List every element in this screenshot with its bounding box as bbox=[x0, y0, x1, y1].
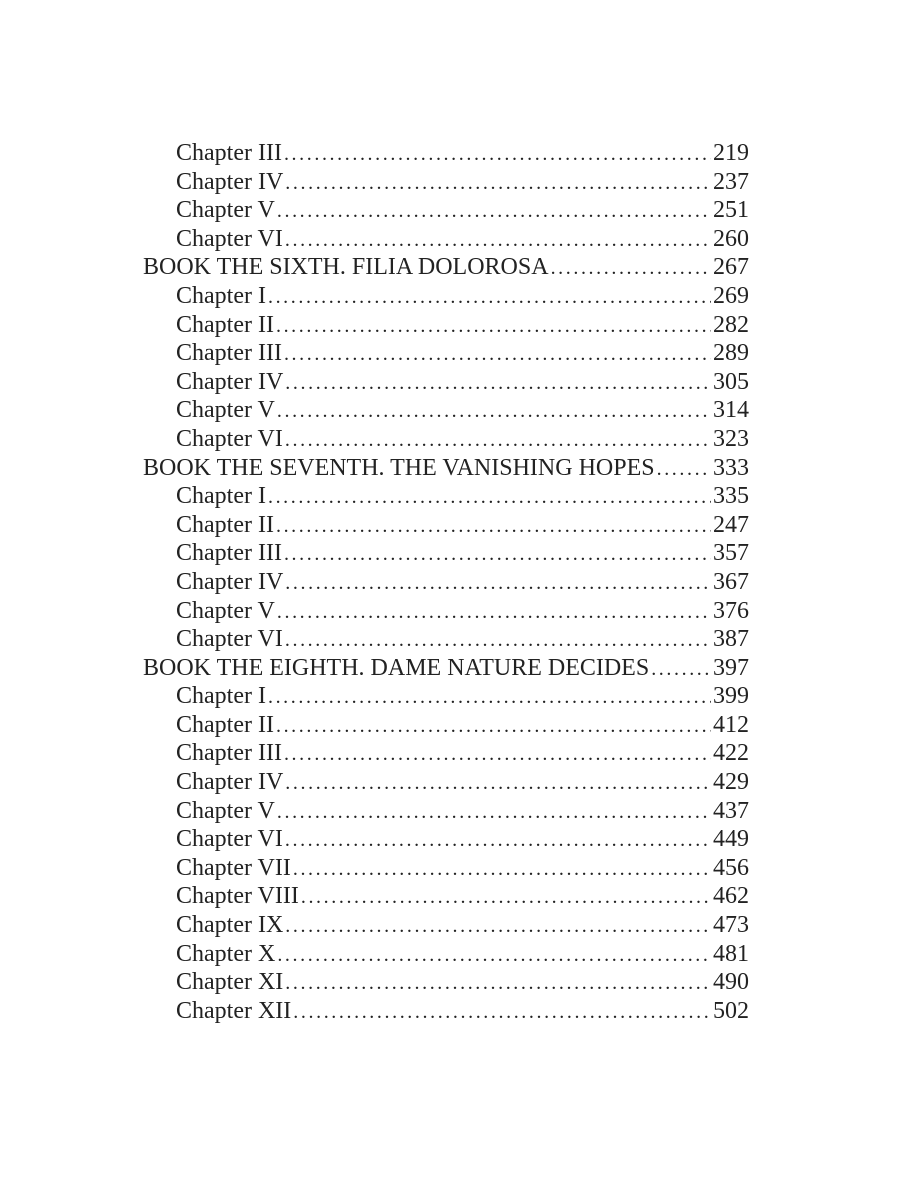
toc-dot-leader bbox=[285, 369, 711, 397]
toc-dot-leader bbox=[277, 941, 711, 969]
toc-dot-leader bbox=[285, 426, 711, 454]
toc-chapter-entry bbox=[143, 168, 749, 197]
toc-chapter-entry bbox=[143, 968, 749, 997]
toc-dot-leader bbox=[284, 540, 711, 568]
toc-chapter-entry bbox=[143, 425, 749, 454]
toc-entry-title: Chapter IX bbox=[176, 912, 284, 939]
toc-entry-title: Chapter VI bbox=[176, 626, 283, 653]
toc-entry-title: Chapter IV bbox=[176, 769, 284, 796]
toc-chapter-entry bbox=[143, 311, 749, 340]
toc-chapter-entry bbox=[143, 711, 749, 740]
toc-dot-leader bbox=[285, 769, 711, 797]
toc-entry-title: Chapter I bbox=[176, 483, 266, 510]
toc-dot-leader bbox=[285, 826, 711, 854]
toc-chapter-entry bbox=[143, 768, 749, 797]
toc-dot-leader bbox=[293, 855, 711, 883]
toc-entry-title: BOOK THE SEVENTH. THE VANISHING HOPES bbox=[143, 454, 655, 481]
toc-page-number: 473 bbox=[713, 912, 749, 939]
toc-dot-leader bbox=[285, 912, 711, 940]
toc-page-number: 251 bbox=[713, 197, 749, 224]
toc-entry-title: Chapter I bbox=[176, 282, 266, 309]
toc-dot-leader bbox=[268, 483, 711, 511]
toc-chapter-entry bbox=[143, 282, 749, 311]
toc-entry-title: Chapter VI bbox=[176, 826, 283, 853]
toc-chapter-entry bbox=[143, 225, 749, 254]
toc-page-number: 422 bbox=[713, 740, 749, 767]
toc-dot-leader bbox=[301, 883, 711, 911]
toc-entry-title: Chapter IV bbox=[176, 368, 284, 395]
toc-chapter-entry bbox=[143, 368, 749, 397]
toc-dot-leader bbox=[276, 312, 711, 340]
toc-dot-leader bbox=[285, 626, 711, 654]
toc-chapter-entry bbox=[143, 797, 749, 826]
toc-entry-title: Chapter III bbox=[176, 540, 282, 567]
toc-chapter-entry bbox=[143, 882, 749, 911]
toc-chapter-entry bbox=[143, 539, 749, 568]
toc-page-number: 267 bbox=[713, 254, 749, 281]
toc-dot-leader bbox=[284, 140, 711, 168]
toc-page-number: 412 bbox=[713, 711, 749, 738]
toc-dot-leader bbox=[276, 512, 711, 540]
toc-page-number: 333 bbox=[713, 454, 749, 481]
toc-chapter-entry bbox=[143, 597, 749, 626]
toc-page-number: 376 bbox=[713, 597, 749, 624]
toc-dot-leader bbox=[551, 254, 711, 282]
toc-dot-leader bbox=[293, 998, 711, 1026]
toc-entry-title: Chapter V bbox=[176, 797, 275, 824]
toc-entry-title: Chapter VI bbox=[176, 425, 283, 452]
toc-page-number: 462 bbox=[713, 883, 749, 910]
toc-dot-leader bbox=[285, 969, 711, 997]
toc-chapter-entry bbox=[143, 682, 749, 711]
toc-chapter-entry bbox=[143, 854, 749, 883]
toc-chapter-entry bbox=[143, 911, 749, 940]
toc-page-number: 429 bbox=[713, 769, 749, 796]
toc-chapter-entry bbox=[143, 739, 749, 768]
toc-chapter-entry bbox=[143, 625, 749, 654]
toc-entry-title: Chapter XI bbox=[176, 969, 284, 996]
toc-chapter-entry bbox=[143, 339, 749, 368]
toc-entry-title: BOOK THE SIXTH. FILIA DOLOROSA bbox=[143, 254, 549, 281]
toc-page-number: 219 bbox=[713, 140, 749, 166]
toc-page-number: 367 bbox=[713, 568, 749, 595]
toc-page-number: 456 bbox=[713, 854, 749, 881]
toc-page-number: 397 bbox=[713, 654, 749, 681]
toc-chapter-entry bbox=[143, 997, 749, 1026]
toc-page-number: 387 bbox=[713, 626, 749, 653]
toc-page-number: 289 bbox=[713, 340, 749, 367]
toc-page-number: 502 bbox=[713, 997, 749, 1024]
toc-dot-leader bbox=[277, 397, 711, 425]
toc-dot-leader bbox=[657, 455, 711, 483]
toc-chapter-entry bbox=[143, 568, 749, 597]
toc-entry-title: Chapter II bbox=[176, 311, 274, 338]
toc-chapter-entry bbox=[143, 396, 749, 425]
toc-page-number: 305 bbox=[713, 368, 749, 395]
toc-page-number: 449 bbox=[713, 826, 749, 853]
toc-book-entry bbox=[143, 454, 749, 483]
toc-entry-title: Chapter IV bbox=[176, 568, 284, 595]
toc-entry-title: Chapter VI bbox=[176, 225, 283, 252]
toc-page-number: 357 bbox=[713, 540, 749, 567]
toc-dot-leader bbox=[285, 169, 711, 197]
toc-page-number: 247 bbox=[713, 511, 749, 538]
toc-page-number: 335 bbox=[713, 483, 749, 510]
toc-dot-leader bbox=[268, 283, 711, 311]
toc-entry-title: Chapter III bbox=[176, 140, 282, 166]
toc-entry-title: Chapter III bbox=[176, 740, 282, 767]
toc-entry-title: Chapter IV bbox=[176, 168, 284, 195]
toc-page-number: 282 bbox=[713, 311, 749, 338]
toc-entry-title: Chapter II bbox=[176, 711, 274, 738]
table-of-contents bbox=[143, 139, 749, 1025]
toc-book-entry bbox=[143, 253, 749, 282]
toc-page-number: 490 bbox=[713, 969, 749, 996]
toc-chapter-entry bbox=[143, 940, 749, 969]
toc-entry-title: Chapter II bbox=[176, 511, 274, 538]
toc-chapter-entry bbox=[143, 196, 749, 225]
toc-dot-leader bbox=[276, 712, 711, 740]
toc-page-number: 437 bbox=[713, 797, 749, 824]
toc-page-number: 481 bbox=[713, 940, 749, 967]
toc-dot-leader bbox=[277, 598, 711, 626]
toc-dot-leader bbox=[284, 740, 711, 768]
toc-page-number: 399 bbox=[713, 683, 749, 710]
toc-entry-title: Chapter V bbox=[176, 197, 275, 224]
toc-entry-title: Chapter III bbox=[176, 340, 282, 367]
toc-entry-title: Chapter V bbox=[176, 597, 275, 624]
toc-entry-title: BOOK THE EIGHTH. DAME NATURE DECIDES bbox=[143, 654, 650, 681]
toc-dot-leader bbox=[285, 569, 711, 597]
toc-book-entry bbox=[143, 654, 749, 683]
toc-dot-leader bbox=[268, 683, 711, 711]
toc-entry-title: Chapter VII bbox=[176, 854, 291, 881]
toc-dot-leader bbox=[284, 340, 711, 368]
toc-chapter-entry bbox=[143, 511, 749, 540]
toc-entry-title: Chapter XII bbox=[176, 997, 292, 1024]
toc-dot-leader bbox=[651, 655, 711, 683]
toc-dot-leader bbox=[277, 197, 711, 225]
toc-chapter-entry bbox=[143, 825, 749, 854]
toc-dot-leader bbox=[277, 798, 711, 826]
toc-chapter-entry bbox=[143, 139, 749, 168]
toc-dot-leader bbox=[285, 226, 711, 254]
toc-entry-title: Chapter X bbox=[176, 940, 276, 967]
toc-entry-title: Chapter VIII bbox=[176, 883, 299, 910]
toc-page-number: 269 bbox=[713, 282, 749, 309]
toc-page-number: 260 bbox=[713, 225, 749, 252]
toc-chapter-entry bbox=[143, 482, 749, 511]
toc-page-number: 237 bbox=[713, 168, 749, 195]
toc-page-number: 314 bbox=[713, 397, 749, 424]
toc-entry-title: Chapter I bbox=[176, 683, 266, 710]
toc-entry-title: Chapter V bbox=[176, 397, 275, 424]
toc-page-number: 323 bbox=[713, 425, 749, 452]
